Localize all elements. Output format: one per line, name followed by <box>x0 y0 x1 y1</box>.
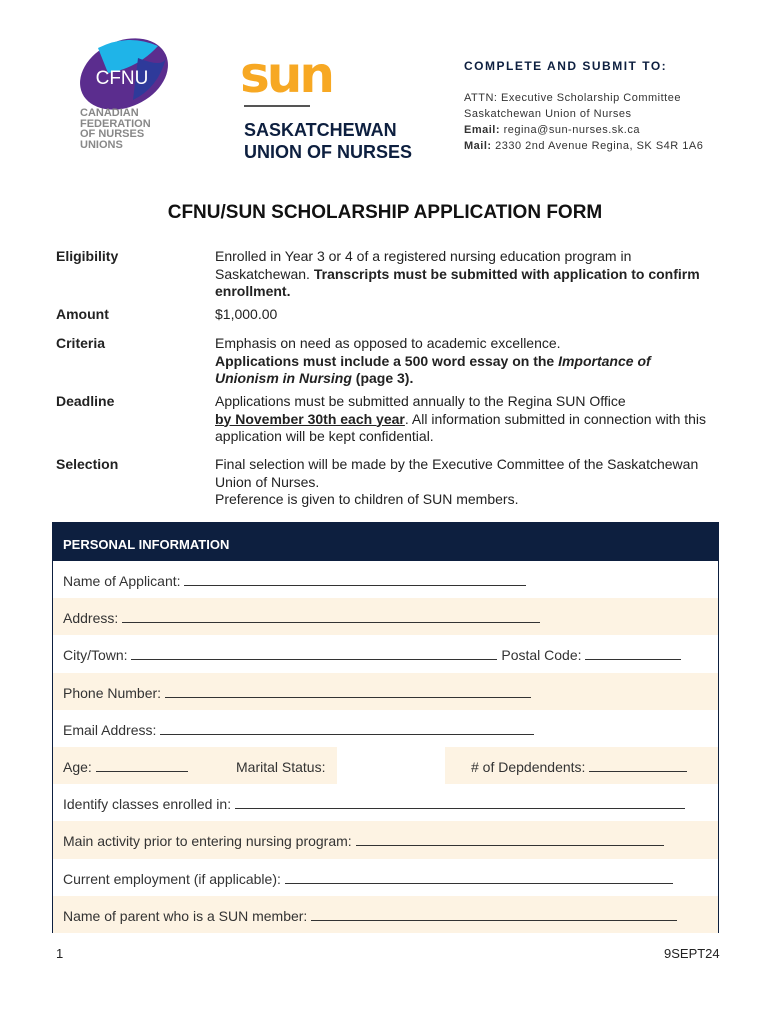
submit-to-block: COMPLETE AND SUBMIT TO: ATTN: Executive Scholarship Committee Saskatchewan Union of Nurses Email: regina@sun-nurses.sk.ca Mail: 2330 2nd Avenue Regina, SK S4R 1A6 <box>464 59 704 152</box>
employment-field[interactable] <box>285 871 673 884</box>
marital-status-field[interactable] <box>337 747 445 784</box>
dependents-field[interactable] <box>589 759 687 772</box>
page-title: CFNU/SUN SCHOLARSHIP APPLICATION FORM <box>167 202 603 223</box>
main-activity-field[interactable] <box>356 833 664 846</box>
classes-field[interactable] <box>235 796 685 809</box>
cfnu-full-name: CANADIAN FEDERATION OF NURSES UNIONS <box>80 107 151 151</box>
divider <box>244 105 310 107</box>
form-header: PERSONAL INFORMATION <box>53 523 718 561</box>
postal-code-field[interactable] <box>585 647 681 660</box>
city-field[interactable] <box>131 647 497 660</box>
address-field[interactable] <box>122 610 540 623</box>
email-field[interactable] <box>160 722 534 735</box>
name-field[interactable] <box>184 573 526 586</box>
personal-information-form: PERSONAL INFORMATION Name of Applicant: Address: City/Town: Postal Code: Phone Number: Email Address: Age: Marital Status: # of Depdendents: Identify classes enrolled in: Main activity prior to entering nursing program: Current employment (if applicable): Name of parent who is a SUN member: <box>52 522 719 933</box>
phone-field[interactable] <box>165 685 531 698</box>
svg-text:CFNU: CFNU <box>95 68 149 89</box>
page-number: 1 <box>56 946 64 961</box>
sun-logo: sun <box>240 46 332 104</box>
parent-field[interactable] <box>311 908 677 921</box>
email-link[interactable]: regina@sun-nurses.sk.ca <box>503 124 640 136</box>
sun-full-name: SASKATCHEWAN UNION OF NURSES <box>244 120 413 162</box>
document-code: 9SEPT24 <box>664 946 720 961</box>
cfnu-logo <box>78 38 170 110</box>
age-field[interactable] <box>96 759 188 772</box>
